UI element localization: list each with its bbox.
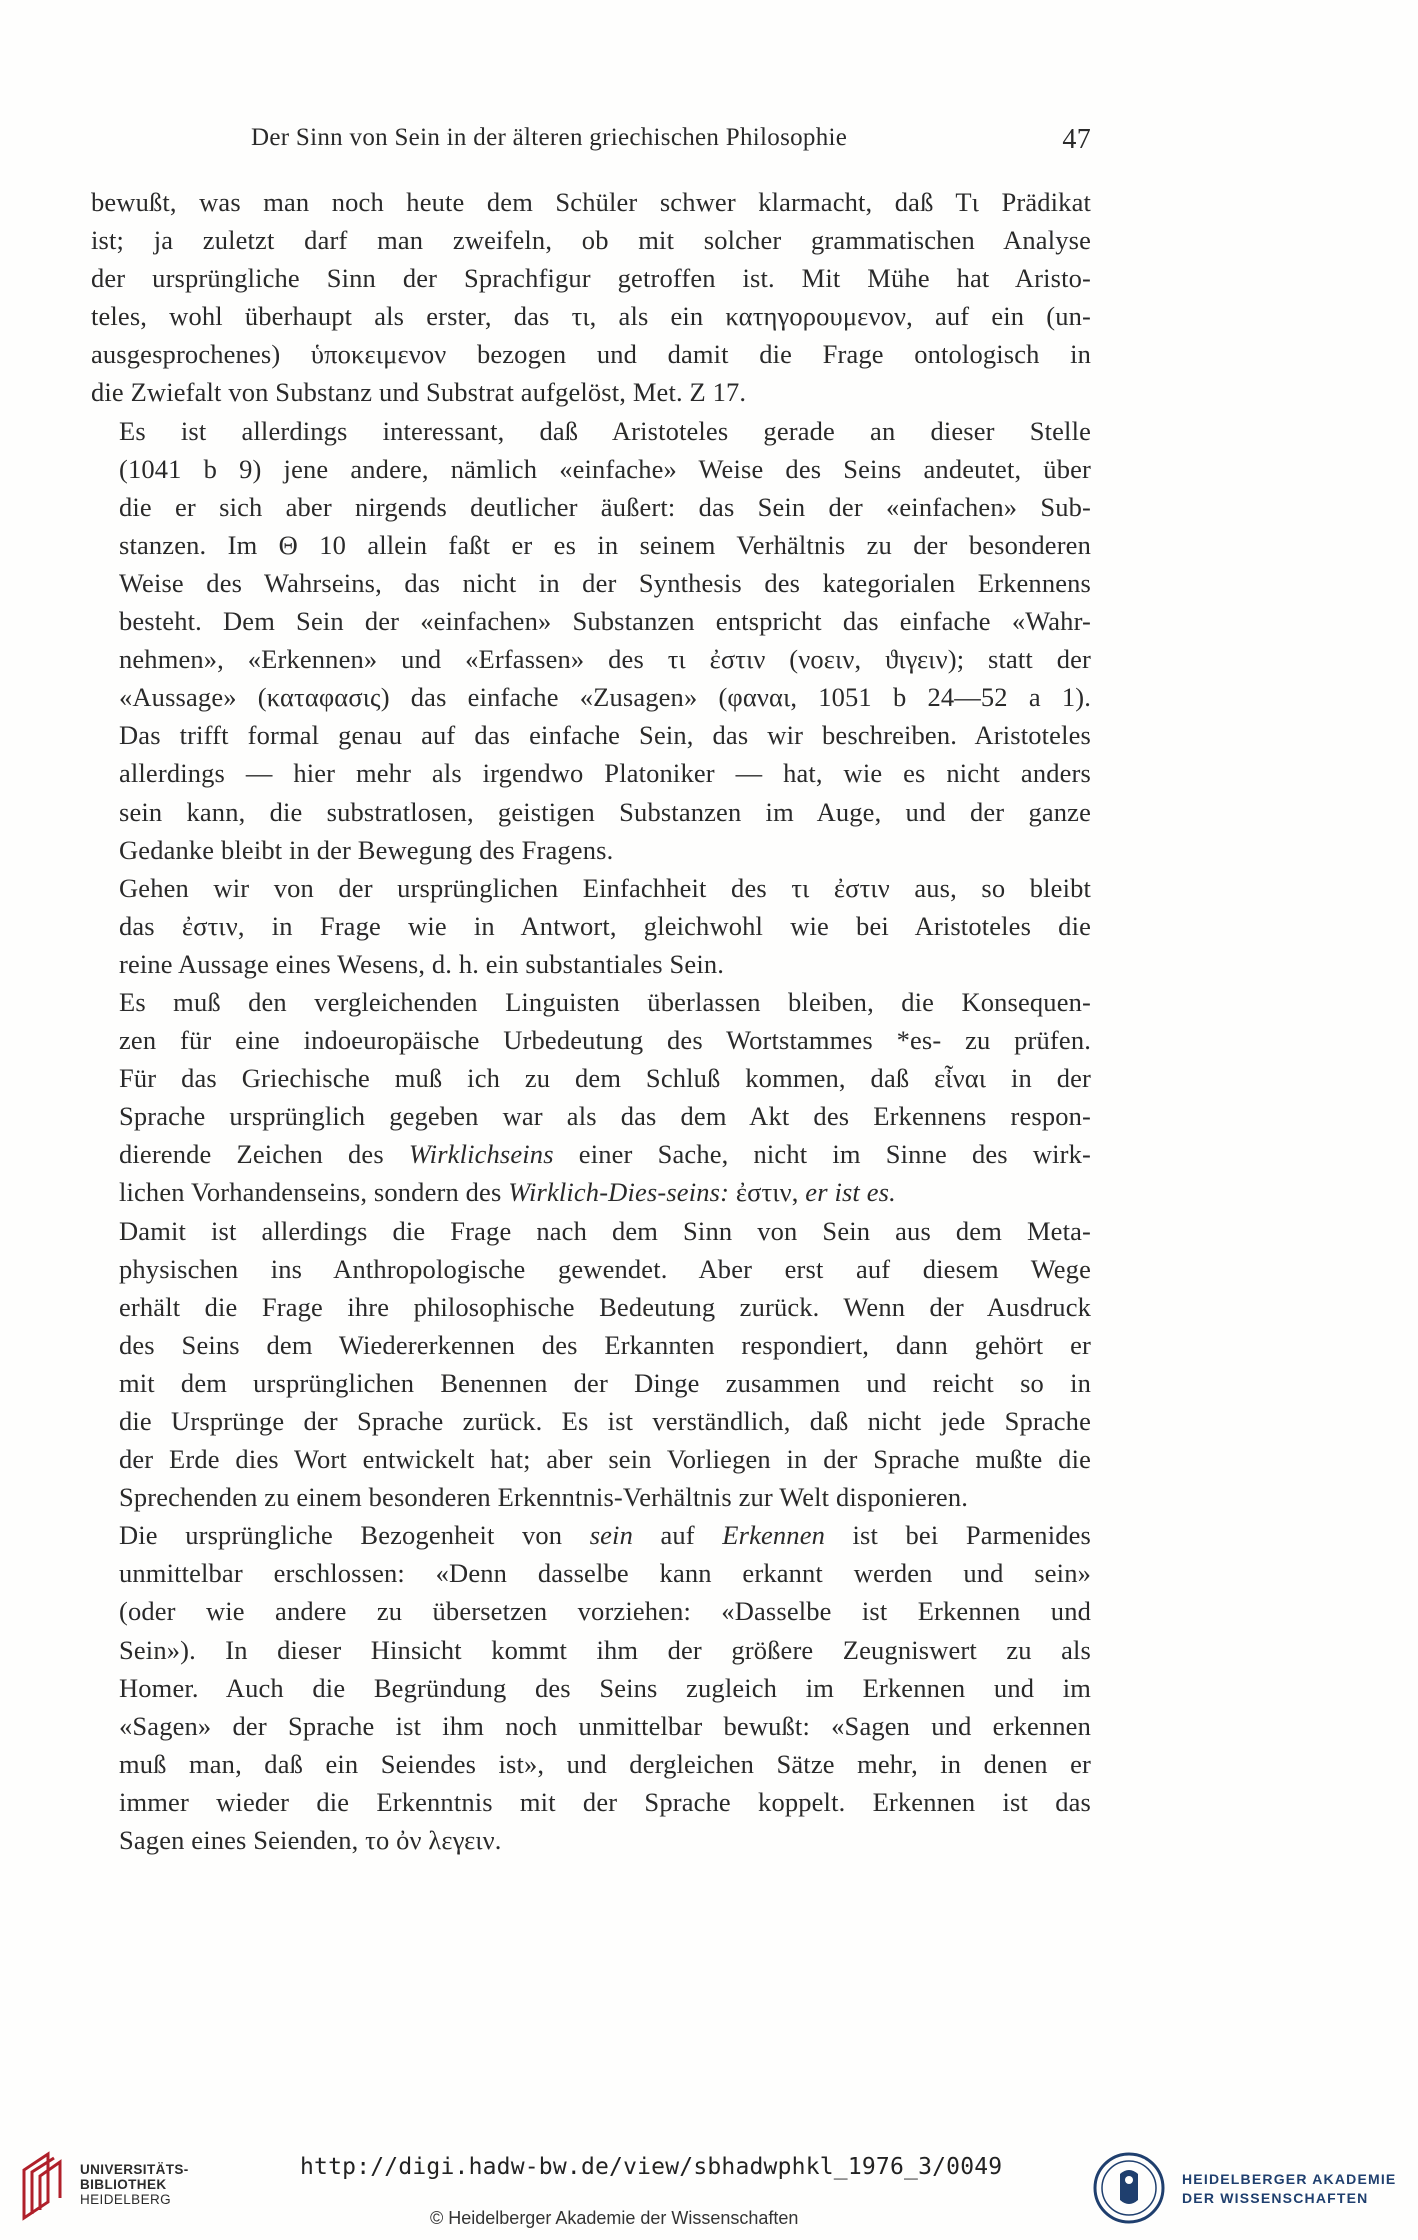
- text-line: erhält die Frage ihre philosophische Bedeutung zurück. Wenn der Ausdruck: [119, 1291, 1091, 1322]
- text-line: dierende Zeichen des Wirklichseins einer Sache, nicht im Sinne des wirk-: [119, 1139, 1091, 1170]
- text-line: Es muß den vergleichenden Linguisten überlassen bleiben, die Konsequen-: [119, 986, 1091, 1017]
- body-text: [91, 183, 1091, 1859]
- text-line: muß man, daß ein Seiendes ist», und dergleichen Sätze mehr, in denen er: [119, 1748, 1091, 1779]
- text-line: Gedanke bleibt in der Bewegung des Fragens.: [119, 834, 614, 865]
- paragraph: [91, 983, 1091, 1212]
- text-line: Es ist allerdings interessant, daß Aristoteles gerade an dieser Stelle: [119, 415, 1091, 446]
- text-line: bewußt, was man noch heute dem Schüler schwer klarmacht, daß Tι Prädikat: [91, 187, 1091, 217]
- text-line: des Seins dem Wiedererkennen des Erkannten respondiert, dann gehört er: [119, 1329, 1091, 1360]
- text-line: (1041 b 9) jene andere, nämlich «einfache» Weise des Seins andeutet, über: [119, 453, 1091, 484]
- university-library-logo-icon: [14, 2148, 68, 2224]
- text-line: stanzen. Im Θ 10 allein faßt er es in seinem Verhältnis zu der besonderen: [119, 529, 1091, 560]
- text-line: (oder wie andere zu übersetzen vorziehen: «Dasselbe ist Erkennen und: [119, 1596, 1091, 1627]
- text-line: die Zwiefalt von Substanz und Substrat aufgelöst, Met. Z 17.: [91, 377, 747, 408]
- text-line: Damit ist allerdings die Frage nach dem Sinn von Sein aus dem Meta-: [119, 1215, 1091, 1246]
- text-line: die er sich aber nirgends deutlicher äußert: das Sein der «einfachen» Sub-: [119, 491, 1091, 522]
- text-line: physischen ins Anthropologische gewendet. Aber erst auf diesem Wege: [119, 1253, 1091, 1284]
- page-number: 47: [1062, 124, 1091, 155]
- text-line: Für das Griechische muß ich zu dem Schluß kommen, daß εἶναι in der: [119, 1063, 1091, 1094]
- text-line: «Aussage» (καταφασις) das einfache «Zusagen» (φαναι, 1051 b 24—52 a 1).: [119, 682, 1091, 713]
- text-line: ausgesprochenes) ὑποκειμενον bezogen und damit die Frage ontologisch in: [91, 339, 1091, 370]
- footer: [0, 2142, 1418, 2240]
- text-line: Die ursprüngliche Bezogenheit von sein auf Erkennen ist bei Parmenides: [119, 1520, 1091, 1551]
- text-line: der Erde dies Wort entwickelt hat; aber sein Vorliegen in der Sprache mußte die: [119, 1444, 1091, 1475]
- academy-name: HEIDELBERGER AKADEMIE DER WISSENSCHAFTEN: [1182, 2171, 1397, 2206]
- text-line: Gehen wir von der ursprünglichen Einfachheit des τι ἐστιν aus, so bleibt: [119, 872, 1091, 903]
- source-url-link[interactable]: http://digi.hadw-bw.de/view/sbhadwphkl_1976_3/0049: [300, 2154, 1003, 2180]
- copyright-notice: © Heidelberger Akademie der Wissenschaften: [430, 2208, 799, 2228]
- text-line: reine Aussage eines Wesens, d. h. ein substantiales Sein.: [119, 948, 725, 979]
- text-line: der ursprüngliche Sinn der Sprachfigur getroffen ist. Mit Mühe hat Aristo-: [91, 263, 1091, 294]
- text-line: besteht. Dem Sein der «einfachen» Substanzen entspricht das einfache «Wahr-: [119, 606, 1091, 637]
- text-line: allerdings — hier mehr als irgendwo Platoniker — hat, wie es nicht anders: [119, 758, 1091, 789]
- text-line: lichen Vorhandenseins, sondern des Wirklich-Dies-seins: ἐστιν, er ist es.: [119, 1177, 896, 1208]
- text-line: Sprache ursprünglich gegeben war als das dem Akt des Erkennens respon-: [119, 1101, 1091, 1132]
- text-line: Das trifft formal genau auf das einfache Sein, das wir beschreiben. Aristoteles: [119, 720, 1091, 751]
- paragraph: [91, 1212, 1091, 1517]
- running-head: [91, 124, 1091, 160]
- text-line: sein kann, die substratlosen, geistigen Substanzen im Auge, und der ganze: [119, 796, 1091, 827]
- text-line: Sprechenden zu einem besonderen Erkenntnis-Verhältnis zur Welt disponieren.: [119, 1482, 969, 1513]
- text-line: Homer. Auch die Begründung des Seins zugleich im Erkennen und im: [119, 1672, 1091, 1703]
- text-line: nehmen», «Erkennen» und «Erfassen» des τι ἐστιν (νοειν, ϑιγειν); statt der: [119, 644, 1091, 675]
- text-line: immer wieder die Erkenntnis mit der Sprache koppelt. Erkennen ist das: [119, 1786, 1091, 1817]
- running-title: Der Sinn von Sein in der älteren griechischen Philosophie: [251, 124, 848, 151]
- text-line: Sagen eines Seienden, το ὀν λεγειν.: [119, 1825, 502, 1856]
- text-line: unmittelbar erschlossen: «Denn dasselbe kann erkannt werden und sein»: [119, 1558, 1091, 1589]
- paragraph: [91, 869, 1091, 983]
- text-line: Sein»). In dieser Hinsicht kommt ihm der größere Zeugniswert zu als: [119, 1634, 1091, 1665]
- text-line: Weise des Wahrseins, das nicht in der Synthesis des kategorialen Erkennens: [119, 567, 1091, 598]
- text-line: ist; ja zuletzt darf man zweifeln, ob mit solcher grammatischen Analyse: [91, 225, 1091, 256]
- text-line: mit dem ursprünglichen Benennen der Dinge zusammen und reicht so in: [119, 1367, 1091, 1398]
- university-library-name: UNIVERSITÄTS- BIBLIOTHEK HEIDELBERG: [80, 2162, 189, 2207]
- text-line: das ἐστιν, in Frage wie in Antwort, gleichwohl wie bei Aristoteles die: [119, 910, 1091, 941]
- text-line: zen für eine indoeuropäische Urbedeutung des Wortstammes *es- zu prüfen.: [119, 1025, 1091, 1056]
- academy-seal-icon: [1090, 2150, 1168, 2226]
- text-line: «Sagen» der Sprache ist ihm noch unmittelbar bewußt: «Sagen und erkennen: [119, 1710, 1091, 1741]
- text-line: teles, wohl überhaupt als erster, das τι, als ein κατηγορουμενον, auf ein (un-: [91, 301, 1091, 332]
- paragraph: [91, 1516, 1091, 1859]
- paragraph: [91, 183, 1091, 412]
- paragraph: [91, 412, 1091, 869]
- text-line: die Ursprünge der Sprache zurück. Es ist verständlich, daß nicht jede Sprache: [119, 1406, 1091, 1436]
